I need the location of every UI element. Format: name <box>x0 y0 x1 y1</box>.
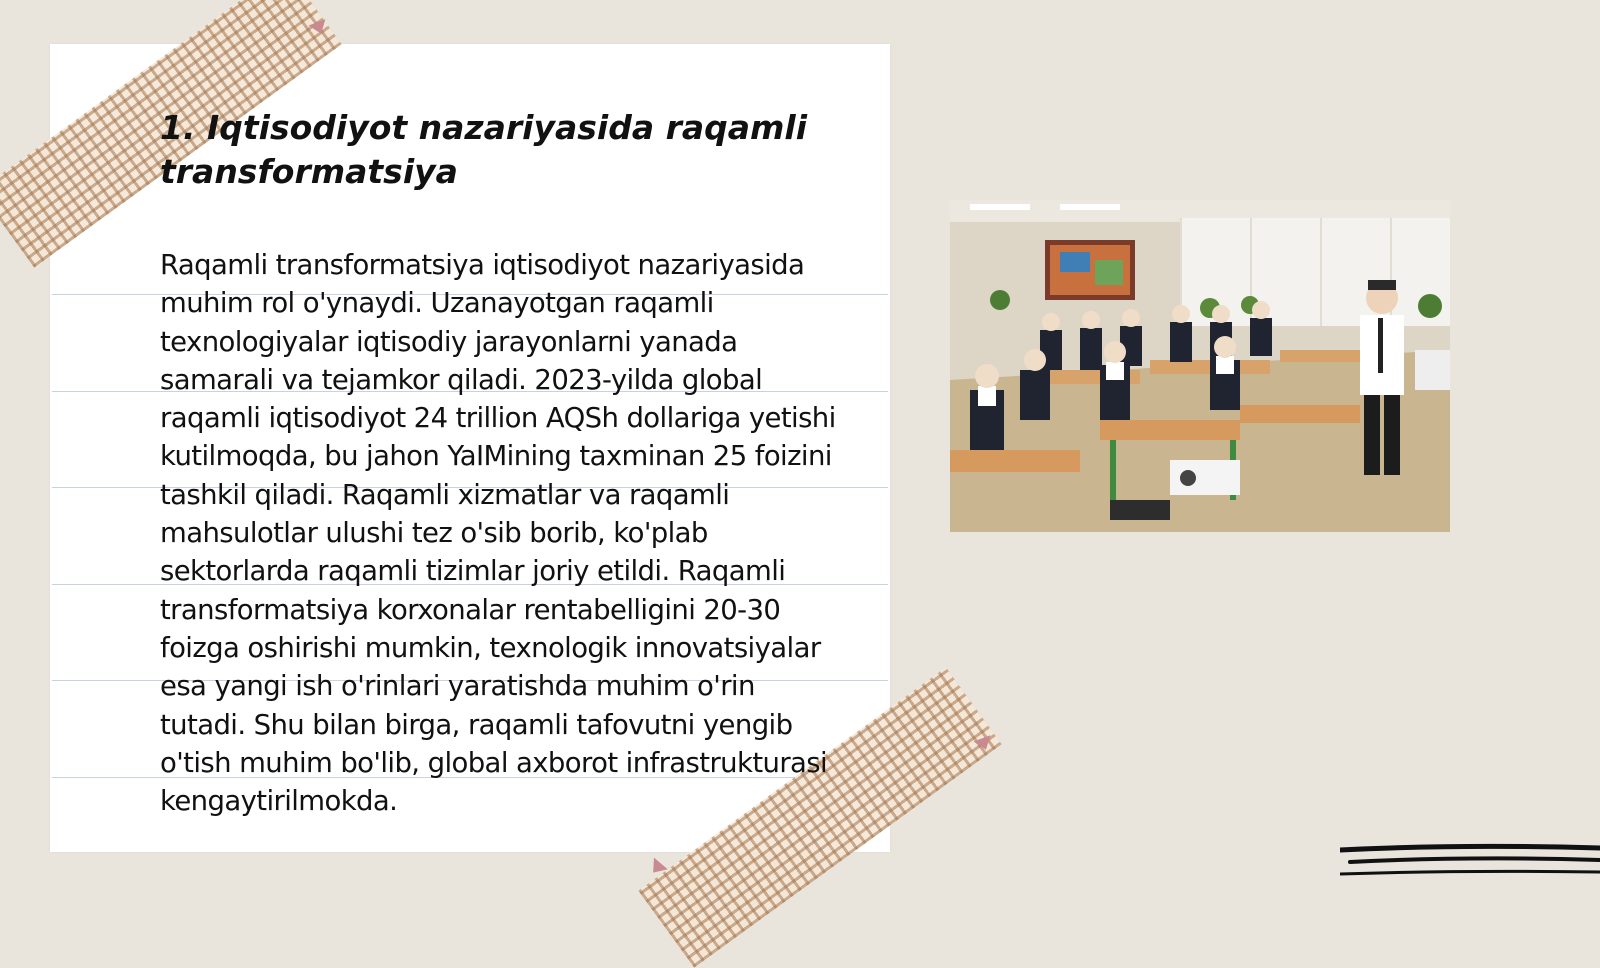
decorative-ink-lines <box>1340 842 1600 892</box>
slide-body-text: Raqamli transformatsiya iqtisodiyot nazariyasida muhim rol o'ynaydi. Uzanayotgan raqamli texnologiyalar iqtisodiy jarayonlarni yanada samarali va tejamkor qiladi. 2023-yilda global raqamli iqtisodiyot 24 trillion AQSh dollariga yetishi kutilmoqda, bu jahon YaIMining taxminan 25 foizini tashkil qiladi. Raqamli xizmatlar va raqamli mahsulotlar ulushi tez o'sib borib, ko'plab sektorlarda raqamli tizimlar joriy etildi. Raqamli transformatsiya korxonalar rentabelligini 20-30 foizga oshirishi mumkin, texnologik innovatsiyalar esa yangi ish o'rinlari yaratishda muhim o'rin tutadi. Shu bilan birga, raqamli tafovutni yengib o'tish muhim bo'lib, global axborot infrastrukturasi kengaytirilmokda. <box>160 249 836 818</box>
slide-title: 1. Iqtisodiyot nazariyasida raqamli transformatsiya <box>160 108 808 191</box>
classroom-photo-icon <box>950 200 1450 532</box>
